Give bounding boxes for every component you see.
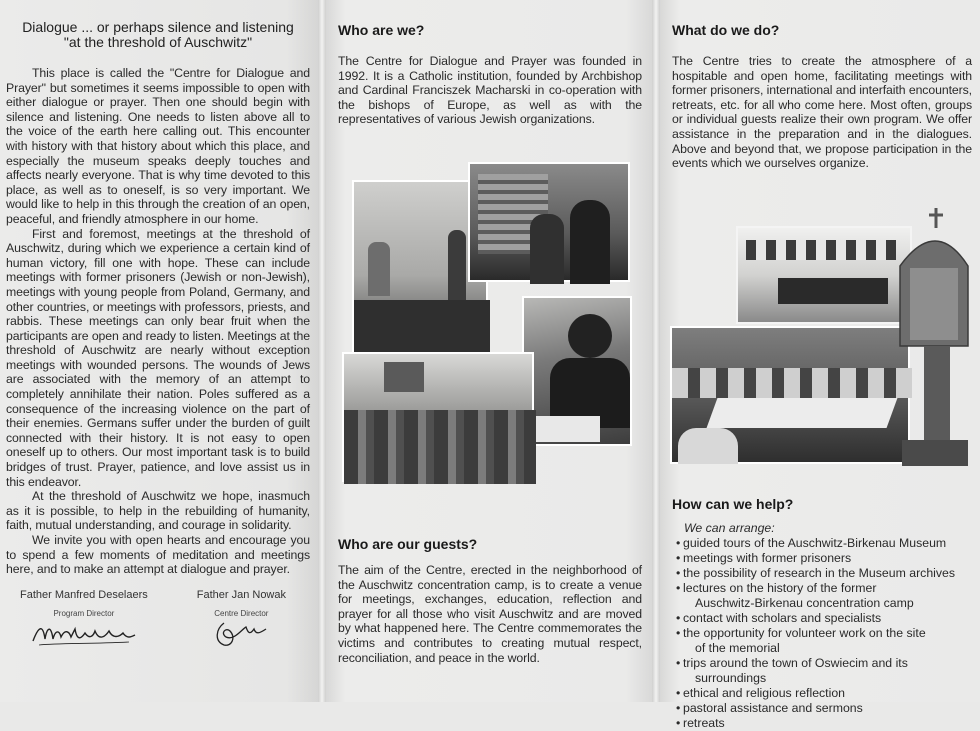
wooden-shrine-photo xyxy=(896,206,972,468)
meeting-table-photo xyxy=(670,326,910,464)
dialogue-title-line1: Dialogue ... or perhaps silence and listening xyxy=(22,19,294,35)
help-item-text: retreats xyxy=(683,716,725,730)
paragraph-meetings: First and foremost, meetings at the threshold of Auschwitz, during which we experience a certain kind of human victory, fill one with hope. These can include meetings with former prisoners (Jewish or non-Jewish), meetings with young people from Poland, Germany, and other countries, or meetings with professors, priests, and rabbis. These meetings can only bear fruit when the participants are open and ready to listen. Meetings at the threshold of Auschwitz are nearly without exception meetings with wounded persons. The wounds of Jews are associated with the memory of an attempt to completely annihilate their nation. Poles suffered as a consequence of the increasing violence on the part of their enemies. Germans suffer under the burden of guilt connected with their history. It is not easy to open oneself up to others. Our most important task is to build bridges of trust. Prayer, patience, and love assist us in this endeavor. xyxy=(6,226,310,489)
paragraph-invitation: We invite you with open hearts and encourage you to spend a few moments of meditation and meetings here, and to make an attempt at dialogue and prayer. xyxy=(6,533,310,577)
dialogue-title-line2: "at the threshold of Auschwitz" xyxy=(63,34,253,50)
help-item-continuation: surroundings xyxy=(695,671,767,685)
what-do-we-do-heading: What do we do? xyxy=(672,22,780,38)
help-item-text: guided tours of the Auschwitz-Birkenau Museum xyxy=(683,536,947,550)
signatory-name: Father Manfred Deselaers xyxy=(20,588,148,601)
group-visitors-photo xyxy=(342,352,534,482)
list-item xyxy=(676,626,972,656)
list-item xyxy=(676,566,972,581)
bullet-icon: • xyxy=(676,551,681,565)
list-item xyxy=(676,686,972,701)
bullet-icon: • xyxy=(676,686,681,700)
help-item-text: the opportunity for volunteer work on the site xyxy=(683,626,926,640)
list-item xyxy=(676,716,972,731)
help-item-continuation: Auschwitz-Birkenau concentration camp xyxy=(695,596,914,610)
left-panel xyxy=(0,0,318,702)
help-item-text: the possibility of research in the Museum archives xyxy=(683,566,956,580)
list-item xyxy=(676,656,972,686)
signature-block-nowak xyxy=(197,589,286,649)
help-item-text: lectures on the history of the former xyxy=(683,581,877,595)
list-item xyxy=(676,581,972,611)
paragraph-hope: At the threshold of Auschwitz we hope, inasmuch as it is possible, to help in the rebuilding of humanity, faith, mutual understanding, and courage in solidarity. xyxy=(6,489,310,533)
help-list xyxy=(672,536,972,731)
who-are-we-heading: Who are we? xyxy=(338,22,425,38)
what-do-we-do-text: The Centre tries to create the atmosphere of a hospitable and open home, facilitating meetings with former prisoners, international and interfaith encounters, retreats, etc. for all who come here. Most often, groups or individual guests realize their own program. We offer assistance in the preparation and in the dialogues. Above and beyond that, we propose participation in the events which we ourselves organize. xyxy=(672,54,972,171)
help-intro: We can arrange: xyxy=(684,521,775,535)
help-section xyxy=(660,474,980,730)
bookshelf-photo xyxy=(468,162,630,282)
dialogue-title xyxy=(6,20,310,50)
list-item xyxy=(676,701,972,716)
bullet-icon: • xyxy=(676,701,681,715)
paragraph-intro: This place is called the "Centre for Dialogue and Prayer" but sometimes it seems impossible to open with either dialogue or prayer. Then one should begin with silence and listening. One needs to listen above all to the voice of the earth here calling out. This encounter with history with that history about which this place, and especially the museum speaks deeply touches and affects nearly everyone. That is why time devoted to this place, as well as to oneself, is so very important. We would like to help in this through the creation of an open, peaceful, and friendly atmosphere in our home. xyxy=(6,66,310,226)
list-item xyxy=(676,536,972,551)
help-item-continuation: of the memorial xyxy=(695,641,780,655)
signatory-role: Program Director xyxy=(53,608,115,618)
list-item xyxy=(676,611,972,626)
bullet-icon: • xyxy=(676,536,681,550)
bullet-icon: • xyxy=(676,626,681,640)
signatory-name: Father Jan Nowak xyxy=(196,588,286,601)
who-are-we-text: The Centre for Dialogue and Prayer was founded in 1992. It is a Catholic institution, founded by Archbishop and Cardinal Franciszek Macharski in co-operation with the bishops of Europe, as well as with the representatives of various Jewish organizations. xyxy=(338,54,642,127)
who-are-our-guests-heading: Who are our guests? xyxy=(338,536,478,552)
help-item-text: ethical and religious reflection xyxy=(683,686,846,700)
list-item xyxy=(676,551,972,566)
guests-section xyxy=(326,514,652,702)
help-item-text: contact with scholars and specialists xyxy=(683,611,882,625)
bullet-icon: • xyxy=(676,581,681,595)
help-item-text: trips around the town of Oswiecim and its xyxy=(683,656,908,670)
bullet-icon: • xyxy=(676,566,681,580)
signature-block-deselaers xyxy=(20,589,148,649)
signatures xyxy=(6,589,310,649)
fold-line xyxy=(318,0,326,702)
signatory-role: Centre Director xyxy=(214,608,269,618)
conference-room-photo xyxy=(736,226,912,324)
bullet-icon: • xyxy=(676,716,681,730)
who-are-our-guests-text: The aim of the Centre, erected in the neighborhood of the Auschwitz concentration camp, is to create a venue for meetings, exchanges, education, reflection and prayer for all those who visit Auschwitz and are moved by what happened here. The Centre commemorates the victims and contributes to creating mutual respect, reconciliation, and peace in the world. xyxy=(338,563,642,665)
how-can-we-help-heading: How can we help? xyxy=(672,496,794,512)
help-item-text: meetings with former prisoners xyxy=(683,551,852,565)
fold-line xyxy=(652,0,660,702)
bullet-icon: • xyxy=(676,656,681,670)
student-writing-photo xyxy=(522,296,632,446)
bullet-icon: • xyxy=(676,611,681,625)
handwritten-signature-icon xyxy=(29,619,139,649)
help-item-text: pastoral assistance and sermons xyxy=(683,701,863,715)
handwritten-signature-icon xyxy=(206,619,276,649)
